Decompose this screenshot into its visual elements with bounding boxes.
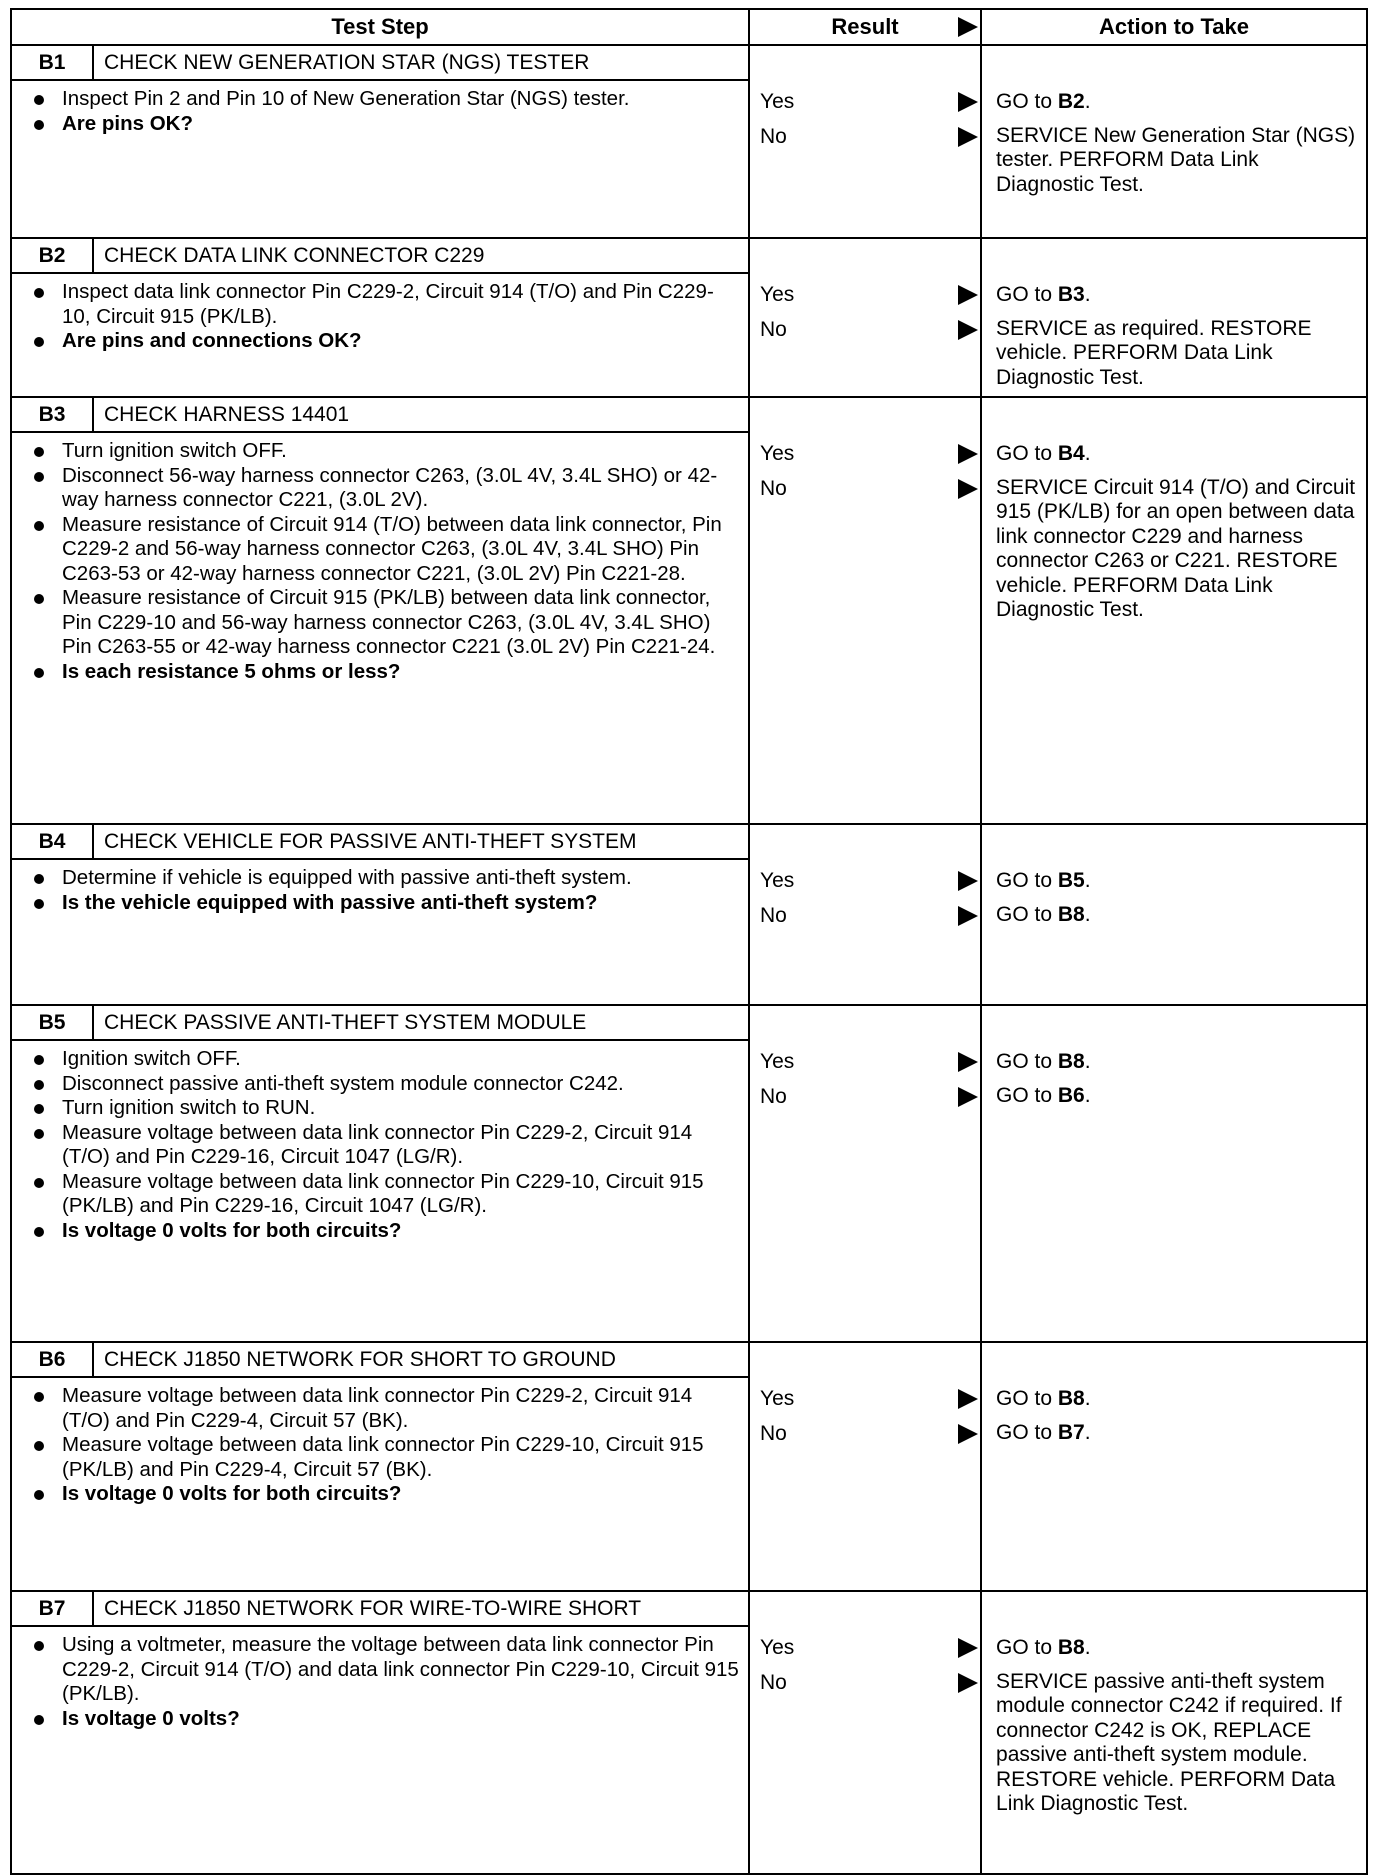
action-cell (981, 397, 1367, 824)
step-title: CHECK PASSIVE ANTI-THEFT SYSTEM MODULE (93, 1005, 749, 1040)
result-cell (749, 238, 981, 397)
step-question (20, 329, 740, 354)
result-yes-label: Yes (760, 90, 795, 113)
action-text: GO to (996, 902, 1058, 926)
result-yes (750, 436, 980, 471)
result-no (750, 898, 980, 933)
action-cell (981, 1005, 1367, 1342)
step-bullet-list (20, 1047, 740, 1243)
arrow-right-icon (958, 127, 978, 147)
result-yes-label: Yes (760, 1387, 795, 1410)
result-no-label: No (760, 904, 787, 927)
step-id: B7 (11, 1591, 93, 1626)
bullet-text: Disconnect 56-way harness connector C263, (3.0L 4V, 3.4L SHO) or 42-way harness connector C221, (3.0L 2V). (62, 463, 718, 511)
arrow-right-icon (958, 1052, 978, 1072)
step-instruction (20, 1121, 740, 1170)
action-no (996, 1084, 1358, 1109)
bullet-text: Measure resistance of Circuit 915 (PK/LB) between data link connector, Pin C229-10 and 56-way harness connector C263, (3.0L 4V, 3.4L SHO) Pin C263-55 or 42-way harness connector C221 (3.0L 2V) Pin C221-24. (62, 586, 716, 658)
step-id: B4 (11, 824, 93, 859)
step-id: B6 (11, 1342, 93, 1377)
action-cell (981, 1342, 1367, 1591)
bullet-icon (34, 120, 44, 130)
header-row (11, 9, 1367, 45)
step-body (11, 1377, 749, 1591)
bullet-text: Is the vehicle equipped with passive anti-theft system? (62, 890, 598, 914)
action-step-ref: B7 (1057, 1420, 1085, 1444)
step-instruction (20, 1047, 740, 1072)
header-result-label: Result (831, 14, 899, 39)
result-cell (749, 45, 981, 238)
step-question (20, 112, 740, 137)
step-bullet-list (20, 280, 740, 354)
action-text: GO to (996, 869, 1058, 892)
step-bullet-list (20, 1384, 740, 1507)
step-title-row (11, 1591, 1367, 1626)
step-instruction (20, 866, 740, 891)
bullet-text: Turn ignition switch OFF. (62, 439, 287, 462)
step-instruction (20, 1170, 740, 1219)
action-no (996, 317, 1358, 391)
action-cell (981, 238, 1367, 397)
step-bullet-list (20, 1633, 740, 1731)
bullet-text: Is voltage 0 volts for both circuits? (62, 1218, 402, 1242)
bullet-icon (34, 1641, 44, 1651)
arrow-right-icon (958, 1389, 978, 1409)
arrow-right-icon (958, 444, 978, 464)
step-bullet-list (20, 87, 740, 136)
result-yes (750, 1381, 980, 1416)
action-no (996, 476, 1358, 623)
action-step-ref: B8 (1057, 902, 1085, 926)
bullet-text: Are pins OK? (62, 111, 193, 135)
header-test-step: Test Step (11, 9, 749, 45)
action-text: GO to (996, 1083, 1058, 1107)
action-step-ref: B4 (1057, 442, 1085, 465)
bullet-icon (34, 1392, 44, 1402)
bullet-icon (34, 1441, 44, 1451)
action-cell (981, 824, 1367, 1005)
step-body (11, 432, 749, 824)
action-step-ref: B8 (1057, 1636, 1085, 1659)
result-yes (750, 1044, 980, 1079)
step-title: CHECK J1850 NETWORK FOR WIRE-TO-WIRE SHORT (93, 1591, 749, 1626)
header-action: Action to Take (981, 9, 1367, 45)
table-body (11, 45, 1367, 1874)
action-yes (996, 1387, 1358, 1412)
action-suffix: . (1084, 1050, 1091, 1073)
bullet-text: Measure resistance of Circuit 914 (T/O) between data link connector, Pin C229-2 and 56-way harness connector C263, (3.0L 4V, 3.4L SHO) Pin C263-53 or 42-way harness connector C221, (3.0L 2V) Pin C221-28. (62, 512, 722, 585)
bullet-text: Inspect Pin 2 and Pin 10 of New Generation Star (NGS) tester. (62, 87, 630, 110)
action-suffix: . (1084, 1083, 1091, 1107)
result-yes (750, 277, 980, 312)
action-yes (996, 1050, 1358, 1075)
result-no (750, 1665, 980, 1700)
arrow-right-icon (958, 871, 978, 891)
result-yes-label: Yes (760, 869, 795, 892)
step-bullet-list (20, 866, 740, 915)
result-no (750, 1079, 980, 1114)
bullet-icon (34, 1055, 44, 1065)
bullet-icon (34, 668, 44, 678)
result-yes (750, 84, 980, 119)
bullet-text: Measure voltage between data link connector Pin C229-10, Circuit 915 (PK/LB) and Pin C229-16, Circuit 1047 (LG/R). (62, 1169, 704, 1217)
arrow-right-icon (958, 479, 978, 499)
step-title: CHECK J1850 NETWORK FOR SHORT TO GROUND (93, 1342, 749, 1377)
result-yes-label: Yes (760, 1636, 795, 1659)
result-yes (750, 863, 980, 898)
bullet-icon (34, 337, 44, 347)
action-yes (996, 283, 1358, 308)
step-id: B1 (11, 45, 93, 80)
bullet-text: Is voltage 0 volts? (62, 1706, 240, 1730)
step-question (20, 891, 740, 916)
action-suffix: . (1084, 1636, 1091, 1659)
step-title-row (11, 824, 1367, 859)
arrow-right-icon (958, 906, 978, 926)
result-yes-label: Yes (760, 283, 795, 306)
result-cell (749, 1005, 981, 1342)
step-title: CHECK HARNESS 14401 (93, 397, 749, 432)
arrow-right-icon (958, 1638, 978, 1658)
action-text: GO to (996, 1050, 1058, 1073)
result-no (750, 471, 980, 506)
bullet-text: Inspect data link connector Pin C229-2, Circuit 914 (T/O) and Pin C229-10, Circuit 915 (PK/LB). (62, 280, 714, 328)
step-title-row (11, 1005, 1367, 1040)
bullet-icon (34, 594, 44, 604)
action-suffix: . (1084, 1387, 1091, 1410)
arrow-right-icon (958, 320, 978, 340)
step-bullet-list (20, 439, 740, 684)
bullet-text: Measure voltage between data link connector Pin C229-2, Circuit 914 (T/O) and Pin C229-16, Circuit 1047 (LG/R). (62, 1120, 693, 1168)
bullet-icon (34, 899, 44, 909)
bullet-icon (34, 874, 44, 884)
step-question (20, 1707, 740, 1732)
diagnostic-sheet (10, 8, 1366, 1875)
result-cell (749, 1342, 981, 1591)
action-text: SERVICE New Generation Star (NGS) tester. PERFORM Data Link Diagnostic Test. (996, 123, 1356, 196)
result-no-label: No (760, 1671, 787, 1694)
step-body (11, 1626, 749, 1874)
step-title-row (11, 397, 1367, 432)
result-no-label: No (760, 1422, 787, 1445)
action-step-ref: B5 (1057, 869, 1085, 892)
action-step-ref: B3 (1057, 283, 1085, 306)
bullet-icon (34, 1227, 44, 1237)
bullet-text: Measure voltage between data link connector Pin C229-10, Circuit 915 (PK/LB) and Pin C229-4, Circuit 57 (BK). (62, 1433, 704, 1481)
arrow-right-icon (958, 1673, 978, 1693)
step-body (11, 859, 749, 1005)
bullet-text: Measure voltage between data link connector Pin C229-2, Circuit 914 (T/O) and Pin C229-4, Circuit 57 (BK). (62, 1384, 693, 1432)
step-instruction (20, 1384, 740, 1433)
action-no (996, 124, 1358, 198)
action-cell (981, 1591, 1367, 1874)
step-question (20, 1219, 740, 1244)
bullet-icon (34, 1129, 44, 1139)
step-instruction (20, 1633, 740, 1707)
action-step-ref: B8 (1057, 1387, 1085, 1410)
action-cell (981, 45, 1367, 238)
action-yes (996, 90, 1358, 115)
action-text: SERVICE passive anti-theft system module connector C242 if required. If connector C242 is OK, REPLACE passive anti-theft system module. RESTORE vehicle. PERFORM Data Link Diagnostic Test. (996, 1669, 1342, 1815)
step-body (11, 1040, 749, 1342)
bullet-text: Is voltage 0 volts for both circuits? (62, 1482, 402, 1505)
result-yes-label: Yes (760, 1050, 795, 1073)
bullet-text: Determine if vehicle is equipped with passive anti-theft system. (62, 866, 632, 889)
step-id: B5 (11, 1005, 93, 1040)
bullet-icon (34, 472, 44, 482)
action-text: GO to (996, 1420, 1058, 1444)
result-no-label: No (760, 477, 787, 500)
bullet-icon (34, 1104, 44, 1114)
bullet-icon (34, 447, 44, 457)
result-no (750, 1416, 980, 1451)
step-body (11, 80, 749, 238)
result-yes (750, 1630, 980, 1665)
result-no (750, 312, 980, 347)
bullet-text: Disconnect passive anti-theft system module connector C242. (62, 1071, 624, 1095)
step-body (11, 273, 749, 397)
bullet-text: Is each resistance 5 ohms or less? (62, 659, 401, 683)
action-suffix: . (1084, 869, 1091, 892)
step-id: B2 (11, 238, 93, 273)
action-text: SERVICE Circuit 914 (T/O) and Circuit 915 (PK/LB) for an open between data link connector C229 and harness connector C263 or C221. RESTORE vehicle. PERFORM Data Link Diagnostic Test. (996, 475, 1356, 621)
diagnostic-table (10, 8, 1368, 1875)
action-text: GO to (996, 283, 1058, 306)
action-suffix: . (1084, 902, 1091, 926)
arrow-right-icon (958, 92, 978, 112)
bullet-icon (34, 288, 44, 298)
bullet-icon (34, 1715, 44, 1725)
bullet-icon (34, 1178, 44, 1188)
step-instruction (20, 1433, 740, 1482)
step-instruction (20, 87, 740, 112)
step-instruction (20, 586, 740, 660)
arrow-right-icon (958, 1087, 978, 1107)
step-instruction (20, 464, 740, 513)
step-question (20, 660, 740, 685)
bullet-icon (34, 521, 44, 531)
step-title-row (11, 45, 1367, 80)
action-step-ref: B6 (1057, 1083, 1085, 1107)
action-no (996, 903, 1358, 928)
action-step-ref: B2 (1057, 90, 1085, 113)
action-yes (996, 869, 1358, 894)
action-suffix: . (1084, 90, 1091, 113)
arrow-right-icon (958, 17, 978, 37)
action-yes (996, 442, 1358, 467)
action-no (996, 1670, 1358, 1817)
action-text: SERVICE as required. RESTORE vehicle. PERFORM Data Link Diagnostic Test. (996, 316, 1312, 389)
step-question (20, 1482, 740, 1507)
action-yes (996, 1636, 1358, 1661)
result-yes-label: Yes (760, 442, 795, 465)
result-no-label: No (760, 125, 787, 148)
bullet-text: Are pins and connections OK? (62, 329, 362, 352)
step-title-row (11, 238, 1367, 273)
action-no (996, 1421, 1358, 1446)
bullet-icon (34, 95, 44, 105)
result-cell (749, 1591, 981, 1874)
action-suffix: . (1084, 1420, 1091, 1444)
result-no (750, 119, 980, 154)
bullet-icon (34, 1490, 44, 1500)
step-instruction (20, 513, 740, 587)
arrow-right-icon (958, 1424, 978, 1444)
header-result (749, 9, 981, 45)
arrow-right-icon (958, 285, 978, 305)
bullet-text: Ignition switch OFF. (62, 1047, 241, 1070)
step-title: CHECK DATA LINK CONNECTOR C229 (93, 238, 749, 273)
result-no-label: No (760, 318, 787, 341)
step-title: CHECK VEHICLE FOR PASSIVE ANTI-THEFT SYSTEM (93, 824, 749, 859)
action-suffix: . (1084, 283, 1091, 306)
action-step-ref: B8 (1057, 1050, 1085, 1073)
step-instruction (20, 1072, 740, 1097)
step-instruction (20, 280, 740, 329)
action-text: GO to (996, 1387, 1058, 1410)
step-title-row (11, 1342, 1367, 1377)
bullet-text: Using a voltmeter, measure the voltage between data link connector Pin C229-2, Circuit 914 (T/O) and data link connector Pin C229-10, Circuit 915 (PK/LB). (62, 1633, 739, 1705)
step-instruction (20, 439, 740, 464)
result-cell (749, 824, 981, 1005)
bullet-text: Turn ignition switch to RUN. (62, 1096, 316, 1119)
step-instruction (20, 1096, 740, 1121)
action-text: GO to (996, 442, 1058, 465)
result-cell (749, 397, 981, 824)
step-id: B3 (11, 397, 93, 432)
bullet-icon (34, 1080, 44, 1090)
result-no-label: No (760, 1085, 787, 1108)
action-text: GO to (996, 90, 1058, 113)
step-title: CHECK NEW GENERATION STAR (NGS) TESTER (93, 45, 749, 80)
action-suffix: . (1084, 442, 1091, 465)
action-text: GO to (996, 1636, 1058, 1659)
